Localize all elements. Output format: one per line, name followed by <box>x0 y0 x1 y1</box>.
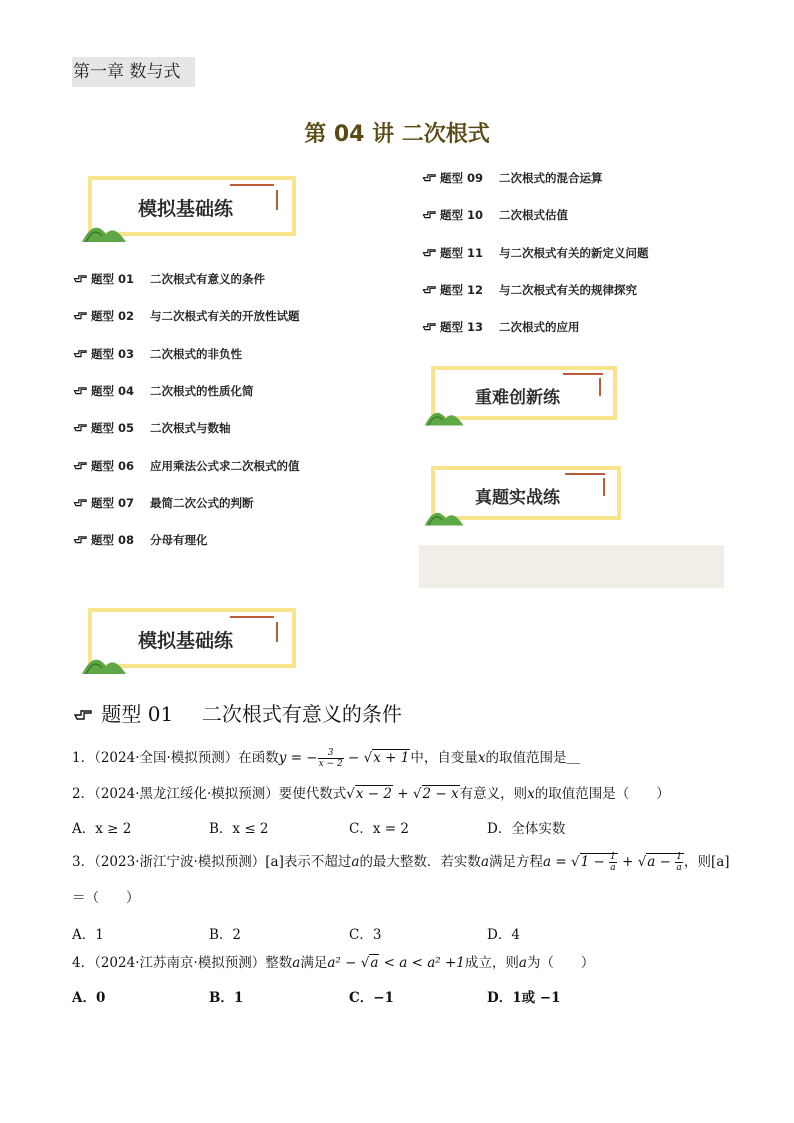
q4-var2: a <box>518 955 527 971</box>
toc-item[interactable] <box>73 308 300 324</box>
q3-var: a <box>351 854 360 870</box>
q2-var: x <box>527 786 535 802</box>
toc-item[interactable] <box>73 532 208 548</box>
pointing-hand-icon <box>73 272 89 284</box>
q3-rad1-a: 1 − <box>580 854 610 870</box>
q4-expr1: a² − <box>327 955 361 971</box>
pointing-hand-icon <box>73 496 89 508</box>
toc-item[interactable] <box>73 420 231 436</box>
pointing-hand-icon <box>73 421 89 433</box>
question-1: 1．（2024·全国·模拟预测）在函数y = − $\frac{3}{x - 2}$ − √x + 1中，自变量x的取值范围是＿ <box>72 748 580 769</box>
q3-option-a: A．1 <box>72 927 104 943</box>
toc-item-num: 题型 12 <box>440 282 484 297</box>
pointing-hand-icon <box>422 208 438 220</box>
toc-item[interactable] <box>422 170 603 186</box>
q4-option-c: C．−1 <box>349 990 394 1006</box>
q1-frac-den: x − 2 <box>318 759 343 769</box>
q3-rad1-num: 1 <box>610 852 616 862</box>
toc-item-label: 二次根式与数轴 <box>150 421 231 436</box>
toc-item-label: 二次根式估值 <box>499 208 569 223</box>
section-num: 题型 01 <box>101 702 174 726</box>
toc-item-label: 二次根式的性质化简 <box>150 383 254 398</box>
q4-var: a <box>292 955 301 971</box>
section-heading <box>73 698 402 727</box>
q2-option-c: C．x = 2 <box>349 821 409 837</box>
banner-label: 模拟基础练 <box>138 198 234 220</box>
q3-rad1-den: a <box>610 863 616 873</box>
q2-radicand-1: x − 2 <box>355 786 392 802</box>
q1-fraction <box>318 748 344 769</box>
toc-item-num: 题型 09 <box>440 171 484 185</box>
toc-item[interactable] <box>73 346 242 362</box>
q4-mid2: 成立，则 <box>464 955 519 971</box>
toc-item-num: 题型 13 <box>440 320 484 335</box>
toc-item-num: 题型 04 <box>91 383 135 398</box>
banner-practice-hard <box>423 366 623 426</box>
q3-option-d: D．4 <box>487 927 520 943</box>
q4-option-a: A．0 <box>72 990 106 1006</box>
q3-tail: ，则[a] <box>683 854 730 870</box>
question-3: 3．（2023·浙江宁波·模拟预测）[a]表示不超过a的最大整数．若实数a满足方程a = √1 − $\frac{1}{a}$ + √a − $\frac{1}{a}$ ，则[a] <box>72 852 730 873</box>
toc-item-label: 二次根式有意义的条件 <box>150 272 266 286</box>
pointing-hand-icon <box>73 309 89 321</box>
banner-label: 模拟基础练 <box>138 630 234 652</box>
toc-item-num: 题型 10 <box>440 208 484 223</box>
q3-mid: 的最大整数．若实数 <box>359 854 481 870</box>
toc-item-num: 题型 08 <box>91 533 135 548</box>
pointing-hand-icon <box>422 283 438 295</box>
pointing-hand-icon <box>73 384 89 396</box>
q4-prefix: 4．（2024·江苏南京·模拟预测）整数 <box>72 955 293 971</box>
q3-line2: ＝（ ） <box>72 890 140 906</box>
chapter-label: 第一章 数与式 <box>72 57 195 87</box>
q4-option-b: B．1 <box>209 990 244 1006</box>
q1-func: y = − <box>278 750 318 766</box>
q1-minus: − <box>343 750 364 766</box>
q3-prefix: 3．（2023·浙江宁波·模拟预测）[a]表示不超过 <box>72 854 352 870</box>
toc-item-num: 题型 02 <box>91 309 135 324</box>
question-4: 4．（2024·江苏南京·模拟预测）整数a满足a² − √a < a < a² +1成立，则a为（ ） <box>72 955 595 971</box>
q3-mid2: 满足方程 <box>489 854 543 870</box>
section-label: 二次根式有意义的条件 <box>201 702 402 726</box>
toc-item[interactable] <box>422 319 580 335</box>
q2-radicand-2: 2 − x <box>422 786 459 802</box>
banner-label: 重难创新练 <box>475 388 560 408</box>
pointing-hand-icon <box>73 533 89 545</box>
toc-item-num: 题型 06 <box>91 458 135 473</box>
empty-note-box <box>419 545 724 588</box>
q2-option-b: B．x ≤ 2 <box>209 821 269 837</box>
pointing-hand-icon <box>422 171 438 183</box>
toc-item-label: 二次根式的应用 <box>499 320 580 335</box>
q4-option-d: D．1或 −1 <box>487 990 561 1006</box>
q2-plus: + <box>393 786 413 802</box>
q1-tail: 的取值范围是＿ <box>485 750 580 766</box>
lecture-title: 第 04 讲 二次根式 <box>304 122 490 147</box>
q1-prefix: 1．（2024·全国·模拟预测）在函数 <box>72 750 279 766</box>
toc-item-num: 题型 07 <box>91 495 135 510</box>
pointing-hand-icon <box>73 459 89 471</box>
q3-option-b: B．2 <box>209 927 242 943</box>
toc-item-num: 题型 01 <box>91 272 135 286</box>
q2-option-a: A．x ≥ 2 <box>72 821 132 837</box>
banner-practice-basic <box>80 176 300 242</box>
hills-icon <box>423 502 467 526</box>
banner-practice-basic-section <box>80 608 300 674</box>
pointing-hand-icon <box>73 706 95 722</box>
q3-plus: + <box>617 854 638 870</box>
hills-icon <box>80 648 130 674</box>
question-2: 2．（2024·黑龙江绥化·模拟预测）要使代数式√x − 2 + √2 − x有意义，则x的取值范围是（ ） <box>72 786 670 802</box>
q3-rad2-num: 1 <box>676 852 682 862</box>
q1-frac-num: 3 <box>318 748 344 759</box>
hills-icon <box>423 402 467 426</box>
toc-item-label: 最简二次公式的判断 <box>150 495 254 510</box>
toc-item-label: 与二次根式有关的新定义问题 <box>499 245 649 260</box>
toc-item[interactable] <box>422 207 568 223</box>
hills-icon <box>80 216 130 242</box>
q4-expr2: < a < a² +1 <box>379 955 465 971</box>
toc-item-num: 题型 03 <box>91 346 135 361</box>
pointing-hand-icon <box>422 246 438 258</box>
q2-option-d: D．全体实数 <box>487 821 566 837</box>
toc-item-num: 题型 11 <box>440 245 484 260</box>
q3-rad2-a: a − <box>647 854 676 870</box>
q3-radicand-2 <box>646 852 684 873</box>
toc-item[interactable] <box>73 458 300 474</box>
toc-item[interactable] <box>73 271 265 287</box>
toc-item-label: 与二次根式有关的规律探究 <box>499 282 638 297</box>
toc-item-num: 题型 05 <box>91 421 135 436</box>
q3-radicand-1 <box>580 852 618 873</box>
toc-item-label: 应用乘法公式求二次根式的值 <box>150 458 300 473</box>
toc-item[interactable] <box>422 245 649 261</box>
toc-item[interactable] <box>73 495 254 511</box>
q3-option-c: C．3 <box>349 927 382 943</box>
pointing-hand-icon <box>73 347 89 359</box>
toc-item-label: 二次根式的非负性 <box>150 346 243 361</box>
toc-item[interactable] <box>73 383 254 399</box>
toc-item-label: 分母有理化 <box>150 533 208 548</box>
banner-label: 真题实战练 <box>475 488 560 508</box>
banner-practice-exam <box>423 466 623 526</box>
q4-tail: 为（ ） <box>526 955 595 971</box>
q3-eq: a = <box>543 854 571 870</box>
q3-var2: a <box>480 854 489 870</box>
q2-prefix: 2．（2024·黑龙江绥化·模拟预测）要使代数式 <box>72 786 347 802</box>
q1-suffix: 中，自变量 <box>410 750 478 766</box>
q1-var: x <box>477 750 486 766</box>
q4-radicand: a <box>370 955 379 971</box>
q2-mid: 有意义，则 <box>459 786 528 802</box>
q4-mid: 满足 <box>300 955 328 971</box>
toc-item-label: 与二次根式有关的开放性试题 <box>150 309 300 324</box>
q2-tail: 的取值范围是（ ） <box>534 786 670 802</box>
toc-item-label: 二次根式的混合运算 <box>499 171 603 185</box>
q1-radicand: x + 1 <box>373 750 410 766</box>
toc-item[interactable] <box>422 282 637 298</box>
pointing-hand-icon <box>422 320 438 332</box>
q3-rad2-den: a <box>676 863 682 873</box>
